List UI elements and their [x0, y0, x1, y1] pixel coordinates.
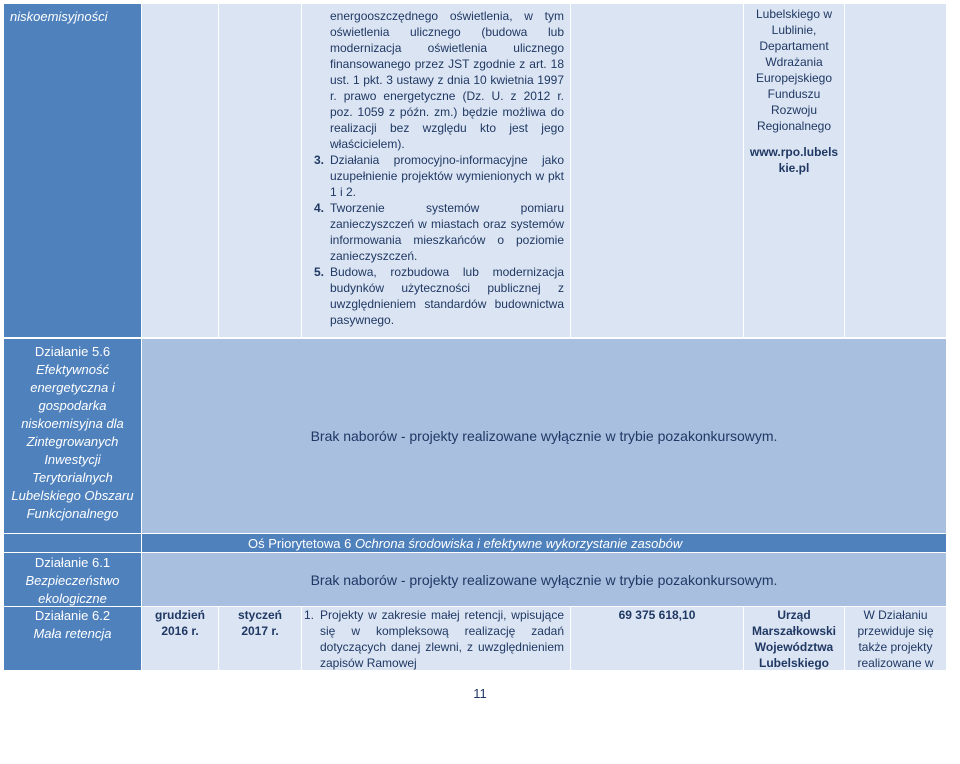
- action-6-1-banner: Brak naborów - projekty realizowane wyłącznie w trybie pozakonkursowym.: [310, 571, 778, 588]
- action-6-2-project-cell: [302, 607, 570, 670]
- axis-6-header: [142, 534, 946, 552]
- action-6-2-notes-cell: [845, 607, 946, 670]
- action-6-2-end: styczeń 2017 r.: [237, 608, 283, 638]
- axis-6-prefix: Oś Priorytetowa 6: [248, 536, 355, 551]
- start-date-cell-top: [142, 4, 218, 337]
- action-6-2-project-number: 1.: [304, 608, 315, 622]
- first-col-cell-top: [4, 4, 141, 337]
- axis-6-name: Ochrona środowiska i efektywne wykorzystanie zasobów: [354, 536, 683, 551]
- project-number: 3.: [314, 153, 325, 167]
- project-number: 4.: [314, 201, 325, 215]
- action-5-6-banner-cell: [142, 339, 946, 533]
- action-6-2-institution-cell: [744, 607, 844, 670]
- institution-website: www.rpo.lubelskie.pl: [749, 145, 839, 175]
- action-6-1-cell: [4, 553, 141, 606]
- action-6-2-name: Mała retencja: [33, 626, 112, 641]
- amount-cell-top: [571, 4, 743, 337]
- end-date-cell-top: [219, 4, 301, 337]
- project-item: Budowa, rozbudowa lub modernizacja budynków użyteczności publicznej z uwzględnieniem standardów budownictwa pasywnego.: [330, 265, 564, 327]
- action-6-1-name: Bezpieczeństwo ekologiczne: [25, 573, 120, 606]
- action-6-2-amount-cell: [571, 607, 743, 670]
- project-number: 5.: [314, 265, 325, 279]
- action-5-6-banner: Brak naborów - projekty realizowane wyłącznie w trybie pozakonkursowym.: [310, 428, 778, 444]
- project-item: Działania promocyjno-informacyjne jako uzupełnienie projektów wymienionych w pkt 1 i 2.: [330, 153, 564, 199]
- action-6-1-banner-cell: [142, 553, 946, 606]
- action-6-1-title: Działanie 6.1: [34, 555, 111, 570]
- action-5-6-name: Efektywność energetyczna i gospodarka niskoemisyjna dla Zintegrowanych Inwestycji Terytorialnych Lubelskiego Obszaru Funkcjonalnego: [11, 362, 134, 521]
- action-6-2-institution: Urząd Marszałkowski Województwa Lubelskiego: [751, 608, 837, 670]
- first-col-text: niskoemisyjności: [10, 9, 108, 24]
- action-6-2-cell: [4, 607, 141, 670]
- institution-name: Lubelskiego w Lublinie, Departament Wdrażania Europejskiego Funduszu Rozwoju Regionalnego: [755, 7, 833, 133]
- action-6-2-project: Projekty w zakresie małej retencji, wpisujące się w kompleksową realizację zadań dotyczących danej zlewni, z uwzględnieniem zapisów Ramowej: [320, 608, 564, 670]
- action-5-6-cell: [4, 339, 141, 533]
- project-item-cont: energooszczędnego oświetlenia, w tym oświetlenia ulicznego (budowa lub modernizacja oświetlenia ulicznego finansowanego przez JST zgodnie z art. 18 ust. 1 pkt. 3 ustawy z dnia 10 kwietnia 1997 r. prawo energetyczne (Dz. U. z 2012 r. poz. 1059 z późn. zm.) będzie możliwa do realizacji bez względu kto jest jego właścicielem).: [330, 9, 564, 151]
- action-6-2-amount: 69 375 618,10: [618, 608, 696, 622]
- notes-cell-top: [845, 4, 946, 337]
- action-5-6-title: Działanie 5.6: [34, 344, 111, 359]
- action-6-2-start-cell: [142, 607, 218, 670]
- action-6-2-end-cell: [219, 607, 301, 670]
- institution-cell-top: [744, 4, 844, 337]
- project-item: Tworzenie systemów pomiaru zanieczyszczeń w miastach oraz systemów informowania mieszkańców o poziomie zanieczyszczeń.: [330, 201, 564, 263]
- projects-cell-top: [302, 4, 570, 337]
- action-6-2-title: Działanie 6.2: [34, 608, 111, 623]
- page-number: 11: [473, 686, 487, 701]
- action-6-2-notes: W Działaniu przewiduje się także projekty realizowane w: [857, 608, 934, 670]
- action-6-2-start: grudzień 2016 r.: [155, 608, 205, 638]
- axis-6-left-cell: [4, 534, 141, 552]
